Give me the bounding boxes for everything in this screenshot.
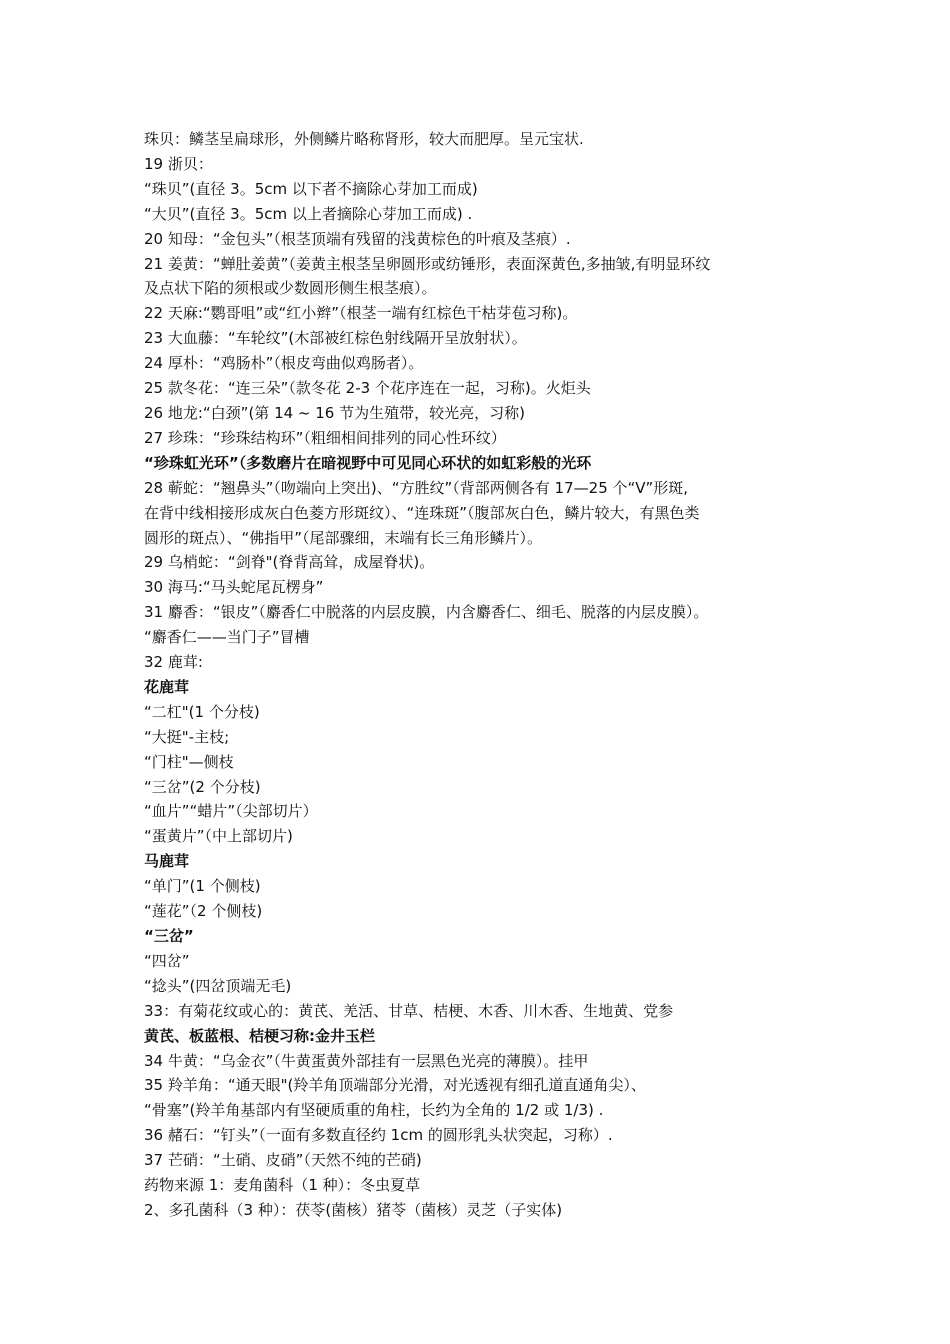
text-line: 21 姜黄：“蝉肚姜黄”（姜黄主根茎呈卵圆形或纺锤形，表面深黄色,多抽皱,有明显环纹: [144, 254, 711, 273]
text-line: “捻头”(四岔顶端无毛): [144, 976, 292, 995]
text-line: 28 蕲蛇：“翘鼻头”（吻端向上突出)、“方胜纹”（背部两侧各有 17—25 个“V”形斑,: [144, 478, 689, 497]
text-line: 30 海马:“马头蛇尾瓦楞身”: [144, 578, 324, 597]
text-line: 珠贝：鳞茎呈扁球形，外侧鳞片略称肾形，较大而肥厚。呈元宝状.: [144, 130, 584, 148]
text-line: 37 芒硝：“土硝、皮硝”（天然不纯的芒硝): [144, 1151, 422, 1170]
text-line: “莲花”（2 个侧枝): [144, 902, 263, 921]
text-line: 35 羚羊角：“通天眼"(羚羊角顶端部分光滑，对光透视有细孔道直通角尖）、: [144, 1076, 646, 1095]
text-line: 及点状下陷的须根或少数圆形侧生根茎痕）。: [144, 279, 437, 298]
text-line: “骨塞”(羚羊角基部内有坚硬质重的角柱，长约为全角的 1/2 或 1/3) .: [144, 1101, 604, 1120]
text-line: 2、多孔菌科（3 种）：茯苓(菌核）猪苓（菌核）灵芝（子实体): [144, 1200, 563, 1219]
text-line: “麝香仁——当门子”冒槽: [144, 628, 310, 647]
text-line: “大贝”(直径 3。5cm 以上者摘除心芽加工而成) .: [144, 204, 473, 223]
text-line: “蛋黄片”（中上部切片): [144, 827, 293, 846]
text-line: “门柱"—侧枝: [144, 752, 234, 771]
text-line: “大挺"-主枝;: [144, 727, 230, 746]
text-line: 药物来源 1：麦角菌科（1 种）：冬虫夏草: [144, 1176, 421, 1195]
text-line: “珠贝”(直径 3。5cm 以下者不摘除心芽加工而成): [144, 179, 478, 198]
text-line: 25 款冬花：“连三朵”（款冬花 2-3 个花序连在一起，习称)。火炬头: [144, 379, 591, 398]
text-line: 23 大血藤：“车轮纹”(木部被红棕色射线隔开呈放射状）。: [144, 329, 527, 348]
bold-text-line: 黄芪、板蓝根、桔梗习称:金井玉栏: [144, 1026, 376, 1045]
text-line: 26 地龙:“白颈”(第 14 ~ 16 节为生殖带，较光亮，习称): [144, 403, 525, 422]
text-line: 24 厚朴：“鸡肠朴”（根皮弯曲似鸡肠者）。: [144, 354, 424, 373]
text-line: 在背中线相接形成灰白色菱方形斑纹）、“连珠斑”（腹部灰白色，鳞片较大，有黑色类: [144, 503, 700, 522]
bold-text-line: 马鹿茸: [144, 852, 190, 871]
text-line: 29 乌梢蛇：“剑脊"(脊背高耸，成屋脊状)。: [144, 553, 435, 572]
text-line: “单门”(1 个侧枝): [144, 877, 261, 896]
text-line: “二杠"(1 个分枝): [144, 702, 260, 721]
text-line: 36 赭石：“钉头”（一面有多数直径约 1cm 的圆形乳头状突起，习称）.: [144, 1126, 613, 1145]
text-line: “四岔”: [144, 951, 190, 970]
document-body: [144, 127, 824, 1223]
bold-text-line: “三岔”: [144, 927, 194, 945]
text-line: 19 浙贝：: [144, 154, 213, 173]
text-line: 27 珍珠：“珍珠结构环”（粗细相间排列的同心性环纹）: [144, 428, 506, 447]
text-line: 33：有菊花纹或心的：黄芪、羌活、甘草、桔梗、木香、川木香、生地黄、党参: [144, 1001, 674, 1020]
text-line: “三岔”(2 个分枝): [144, 777, 261, 796]
bold-text-line: “珍珠虹光环”（多数磨片在暗视野中可见同心环状的如虹彩般的光环: [144, 453, 592, 472]
text-line: 22 天麻:“鹦哥咀”或“红小辫”（根茎一端有红棕色干枯芽苞习称)。: [144, 304, 578, 323]
text-line: “血片”“蜡片”（尖部切片）: [144, 802, 318, 821]
text-line: 20 知母：“金包头”（根茎顶端有残留的浅黄棕色的叶痕及茎痕）.: [144, 229, 571, 248]
bold-text-line: 花鹿茸: [144, 677, 190, 696]
text-line: 34 牛黄：“乌金衣”（牛黄蛋黄外部挂有一层黑色光亮的薄膜）。挂甲: [144, 1051, 589, 1070]
text-line: 32 鹿茸:: [144, 653, 203, 672]
text-line: 31 麝香：“银皮”（麝香仁中脱落的内层皮膜，内含麝香仁、细毛、脱落的内层皮膜）。: [144, 603, 709, 622]
text-line: 圆形的斑点）、“佛指甲”（尾部骤细，末端有长三角形鳞片）。: [144, 528, 543, 547]
